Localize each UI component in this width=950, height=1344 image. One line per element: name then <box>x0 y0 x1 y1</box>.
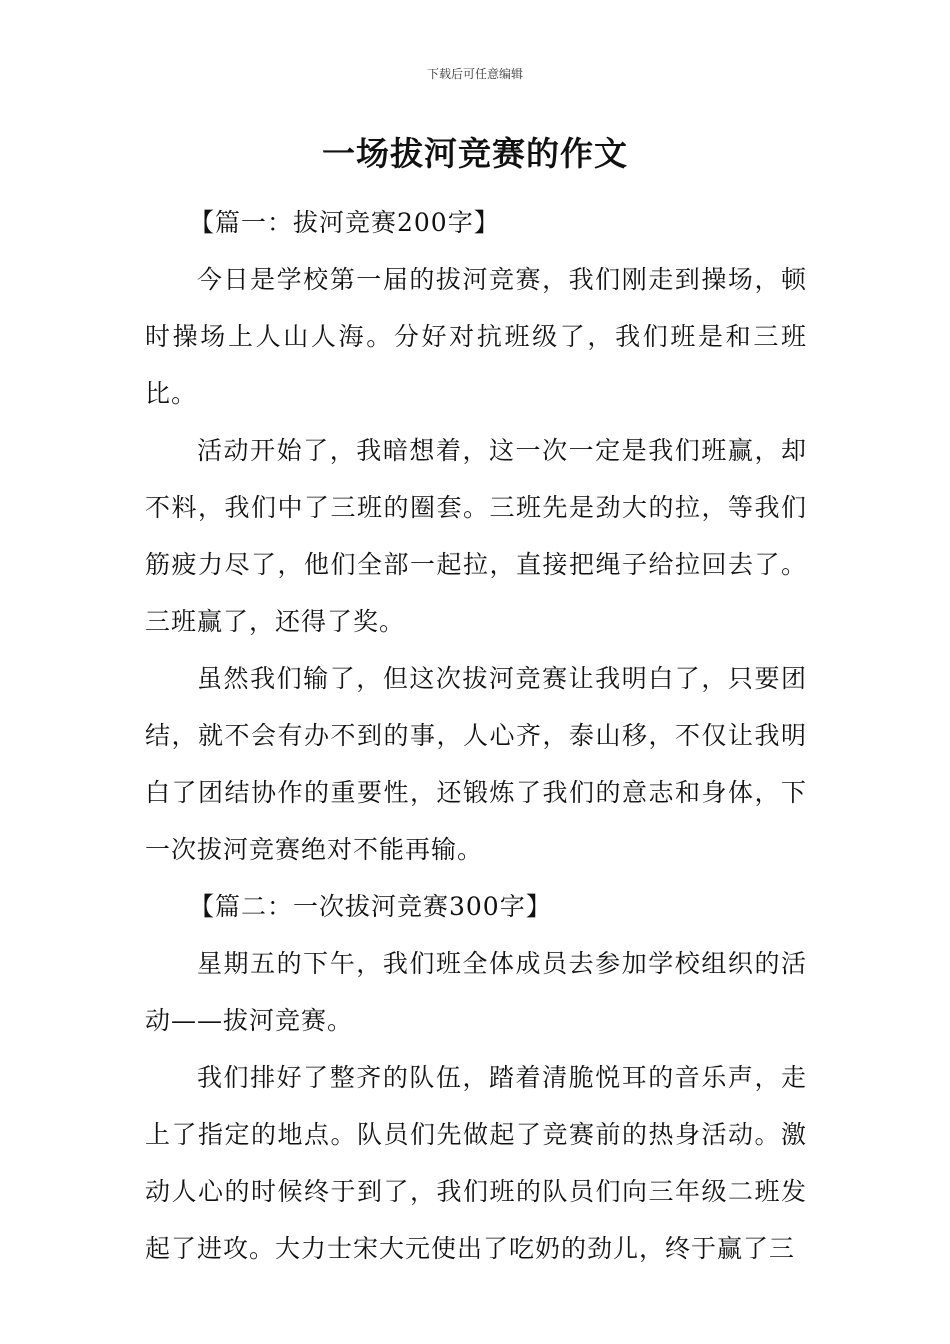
paragraph: 星期五的下午，我们班全体成员去参加学校组织的活动——拔河竞赛。 <box>145 949 807 1035</box>
document-body <box>145 194 807 1277</box>
paragraph: 我们排好了整齐的队伍，踏着清脆悦耳的音乐声，走上了指定的地点。队员们先做起了竞赛前的热身活动。激动人心的时候终于到了，我们班的队员们向三年级二班发起了进攻。大力士宋大元使出了吃奶的劲儿，终于赢了三 <box>145 1063 807 1263</box>
paragraph: 虽然我们输了，但这次拔河竞赛让我明白了，只要团结，就不会有办不到的事，人心齐，泰山移，不仅让我明白了团结协作的重要性，还锻炼了我们的意志和身体，下一次拔河竞赛绝对不能再输。 <box>145 664 807 864</box>
page-header-note: 下载后可任意编辑 <box>426 67 523 81</box>
section-heading-1: 【篇一：拔河竞赛200字】 <box>189 208 500 237</box>
paragraph: 今日是学校第一届的拔河竞赛，我们刚走到操场，顿时操场上人山人海。分好对抗班级了，我们班是和三班比。 <box>145 265 807 408</box>
section-heading-2: 【篇二：一次拔河竞赛300字】 <box>189 892 552 921</box>
paragraph: 活动开始了，我暗想着，这一次一定是我们班赢，却不料，我们中了三班的圈套。三班先是劲大的拉，等我们筋疲力尽了，他们全部一起拉，直接把绳子给拉回去了。三班赢了，还得了奖。 <box>145 436 807 636</box>
document-title: 一场拔河竞赛的作文 <box>322 134 628 173</box>
